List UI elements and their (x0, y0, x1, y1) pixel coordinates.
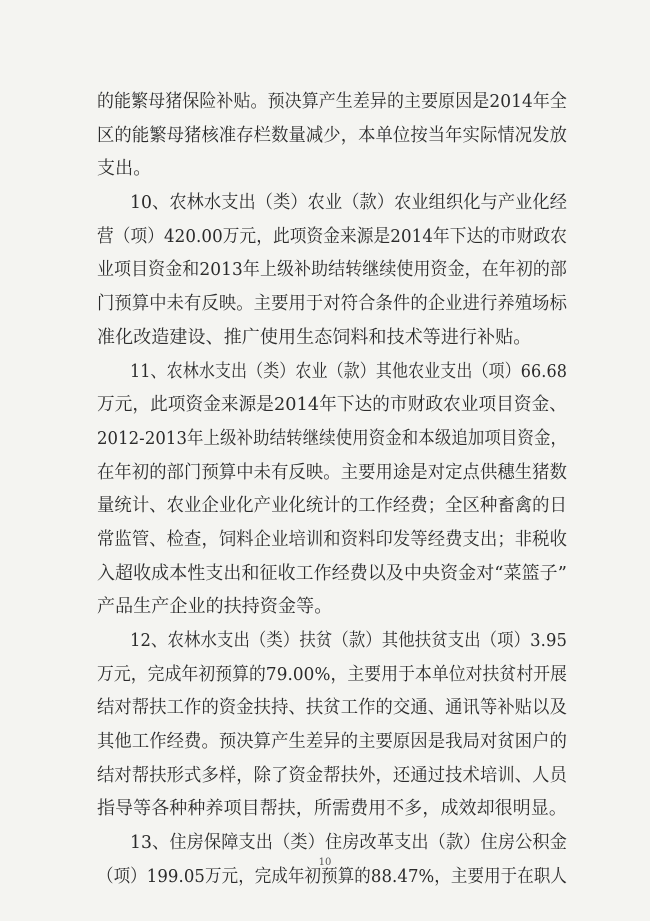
paragraph-first-line: 13、住房保障支出（类）住房改革支出（款）住房公积金 (130, 832, 567, 854)
text-line: 区的能繁母猪核准存栏数量减少，本单位按当年实际情况发放 (97, 124, 567, 146)
text-line: 指导等各种种养项目帮扶，所需费用不多，成效却很明显。 (97, 798, 567, 820)
text-line: 2012-2013年上级补助结转继续使用资金和本级追加项目资金， (97, 427, 567, 449)
text-line: 营（项）420.00万元，此项资金来源是2014年下达的市财政农 (97, 225, 567, 247)
text-line: 支出。 (97, 158, 152, 180)
text-line: 其他工作经费。预决算产生差异的主要原因是我局对贫困户的 (97, 731, 567, 753)
text-line: 结对帮扶工作的资金扶持、扶贫工作的交通、通讯等补贴以及 (97, 697, 567, 719)
paragraph-first-line: 10、农林水支出（类）农业（款）农业组织化与产业化经 (130, 192, 567, 214)
text-line: 常监管、检查，饲料企业培训和资料印发等经费支出；非税收 (97, 528, 567, 550)
text-line: 业项目资金和2013年上级补助结转继续使用资金，在年初的部 (97, 259, 567, 281)
text-line: 产品生产企业的扶持资金等。 (97, 596, 333, 618)
text-line: 万元，完成年初预算的79.00%，主要用于本单位对扶贫村开展 (97, 663, 567, 685)
text-line: 准化改造建设、推广使用生态饲料和技术等进行补贴。 (97, 326, 532, 348)
text-line: （项）199.05万元，完成年初预算的88.47%，主要用于在职人 (97, 865, 567, 887)
text-line: 在年初的部门预算中未有反映。主要用途是对定点供穗生猪数 (97, 461, 567, 483)
paragraph-first-line: 12、农林水支出（类）扶贫（款）其他扶贫支出（项）3.95 (130, 630, 567, 651)
text-line: 的能繁母猪保险补贴。预决算产生差异的主要原因是2014年全 (97, 91, 567, 112)
text-line: 门预算中未有反映。主要用于对符合条件的企业进行养殖场标 (97, 293, 567, 315)
text-line: 结对帮扶形式多样，除了资金帮扶外，还通过技术培训、人员 (97, 764, 567, 786)
paragraph-first-line: 11、农林水支出（类）农业（款）其他农业支出（项）66.68 (130, 360, 567, 382)
text-line: 万元，此项资金来源是2014年下达的市财政农业项目资金、 (97, 394, 567, 416)
text-line: 量统计、农业企业化产业化统计的工作经费；全区种畜禽的日 (97, 495, 567, 517)
body-text (97, 85, 567, 894)
text-line: 入超收成本性支出和征收工作经费以及中央资金对“菜篮子” (97, 562, 567, 584)
page-number: 10 (318, 857, 332, 868)
